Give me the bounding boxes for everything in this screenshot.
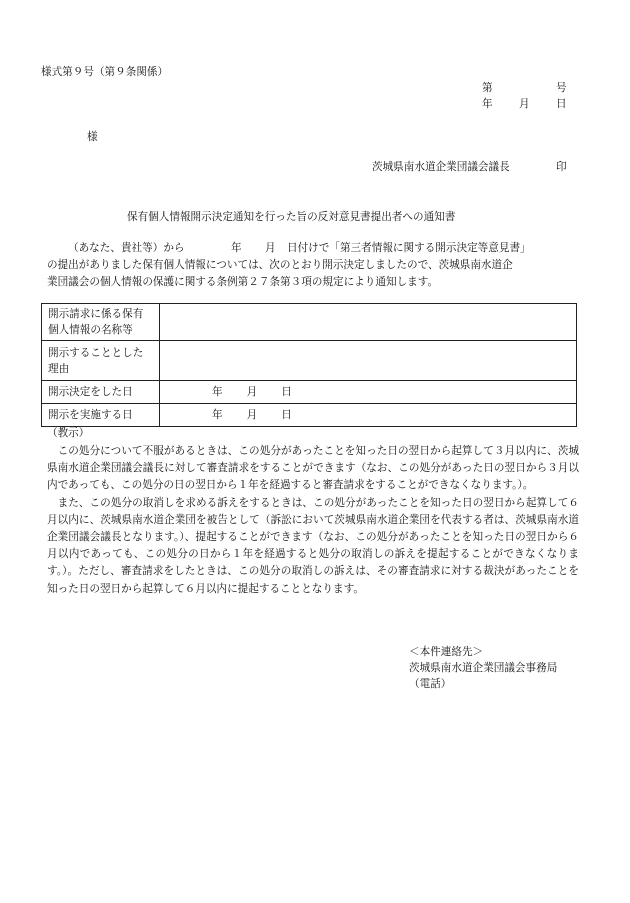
date-day: 日 (281, 409, 292, 421)
date-month: 月 (246, 409, 258, 421)
document-title: 保有個人情報開示決定通知を行った旨の反対意見書提出者への通知書 (127, 211, 456, 223)
date-year: 年 (212, 409, 223, 421)
notice-paragraph-1: この処分について不服があるときは、この処分があったことを知った日の翌日から起算して３月以内に、茨城県南水道企業団議会議長に対して審査請求をすることができます（なお、この処分があった日の翌日から３月以内であっても、この処分の日の翌日から１年を経過すると審査請求をすることができなくなります。）。 (47, 445, 579, 492)
intro-day-rest: 日付けで「第三者情報に関する開示決定等意見書」 (287, 242, 531, 254)
notice-body (47, 443, 579, 598)
row-date (160, 381, 577, 404)
intro-month: 月 (265, 242, 276, 254)
date-month: 月 (246, 386, 258, 398)
row-date (160, 404, 577, 427)
row-label: 開示を実施する日 (42, 404, 160, 427)
form-label: 様式第９号（第９条関係） (41, 66, 169, 78)
doc-date-month: 月 (519, 98, 530, 110)
contact-office: 茨城県南水道企業団議会事務局 (409, 662, 558, 674)
notice-heading: （教示） (47, 427, 90, 439)
notice-paragraph-2: また、この処分の取消しを求める訴えをするときは、この処分があったことを知った日の翌日から起算して６月以内に、茨城県南水道企業団を被告として（訴訟において茨城県南水道企業団を代表する者は、茨城県南水道企業団議会議長となります。）、提起することができます（なお、この処分があったことを知った日の翌日から６月以内であっても、この処分の日から１年を経過すると処分の取消しの訴えを提起することができなくなります。）。ただし、審査請求をしたときは、この処分の取消しの訴えは、その審査請求に対する裁決があったことを知った日の翌日から起算して６月以内に提起することとなります。 (47, 496, 579, 595)
intro-year: 年 (231, 242, 242, 254)
date-year: 年 (212, 386, 223, 398)
table-row (42, 304, 577, 341)
intro-line-2: の提出がありました保有個人情報については、次のとおり開示決定しましたので、茨城県南水道企 (47, 259, 513, 271)
intro-who: （あなた、貴社等）から (68, 242, 185, 254)
info-table (41, 303, 577, 427)
row-label: 開示請求に係る保有個人情報の名称等 (42, 304, 160, 341)
doc-date-day: 日 (556, 98, 567, 110)
row-label: 開示することとした理由 (42, 341, 160, 381)
table-row (42, 404, 577, 427)
date-day: 日 (281, 386, 292, 398)
table-row (42, 341, 577, 381)
addressee-suffix: 様 (87, 131, 98, 143)
row-value (160, 341, 577, 381)
intro-line-3: 業団議会の個人情報の保護に関する条例第２７条第３項の規定により通知します。 (47, 276, 439, 288)
doc-number-suffix: 号 (556, 82, 567, 94)
doc-date-year: 年 (482, 98, 493, 110)
doc-number-prefix: 第 (482, 82, 493, 94)
contact-heading: ＜本件連絡先＞ (409, 646, 484, 658)
table-row (42, 381, 577, 404)
seal-mark: 印 (556, 161, 567, 173)
row-value (160, 304, 577, 341)
row-label: 開示決定をした日 (42, 381, 160, 404)
contact-phone: （電話） (409, 678, 452, 690)
sender-name: 茨城県南水道企業団議会議長 (372, 161, 510, 173)
